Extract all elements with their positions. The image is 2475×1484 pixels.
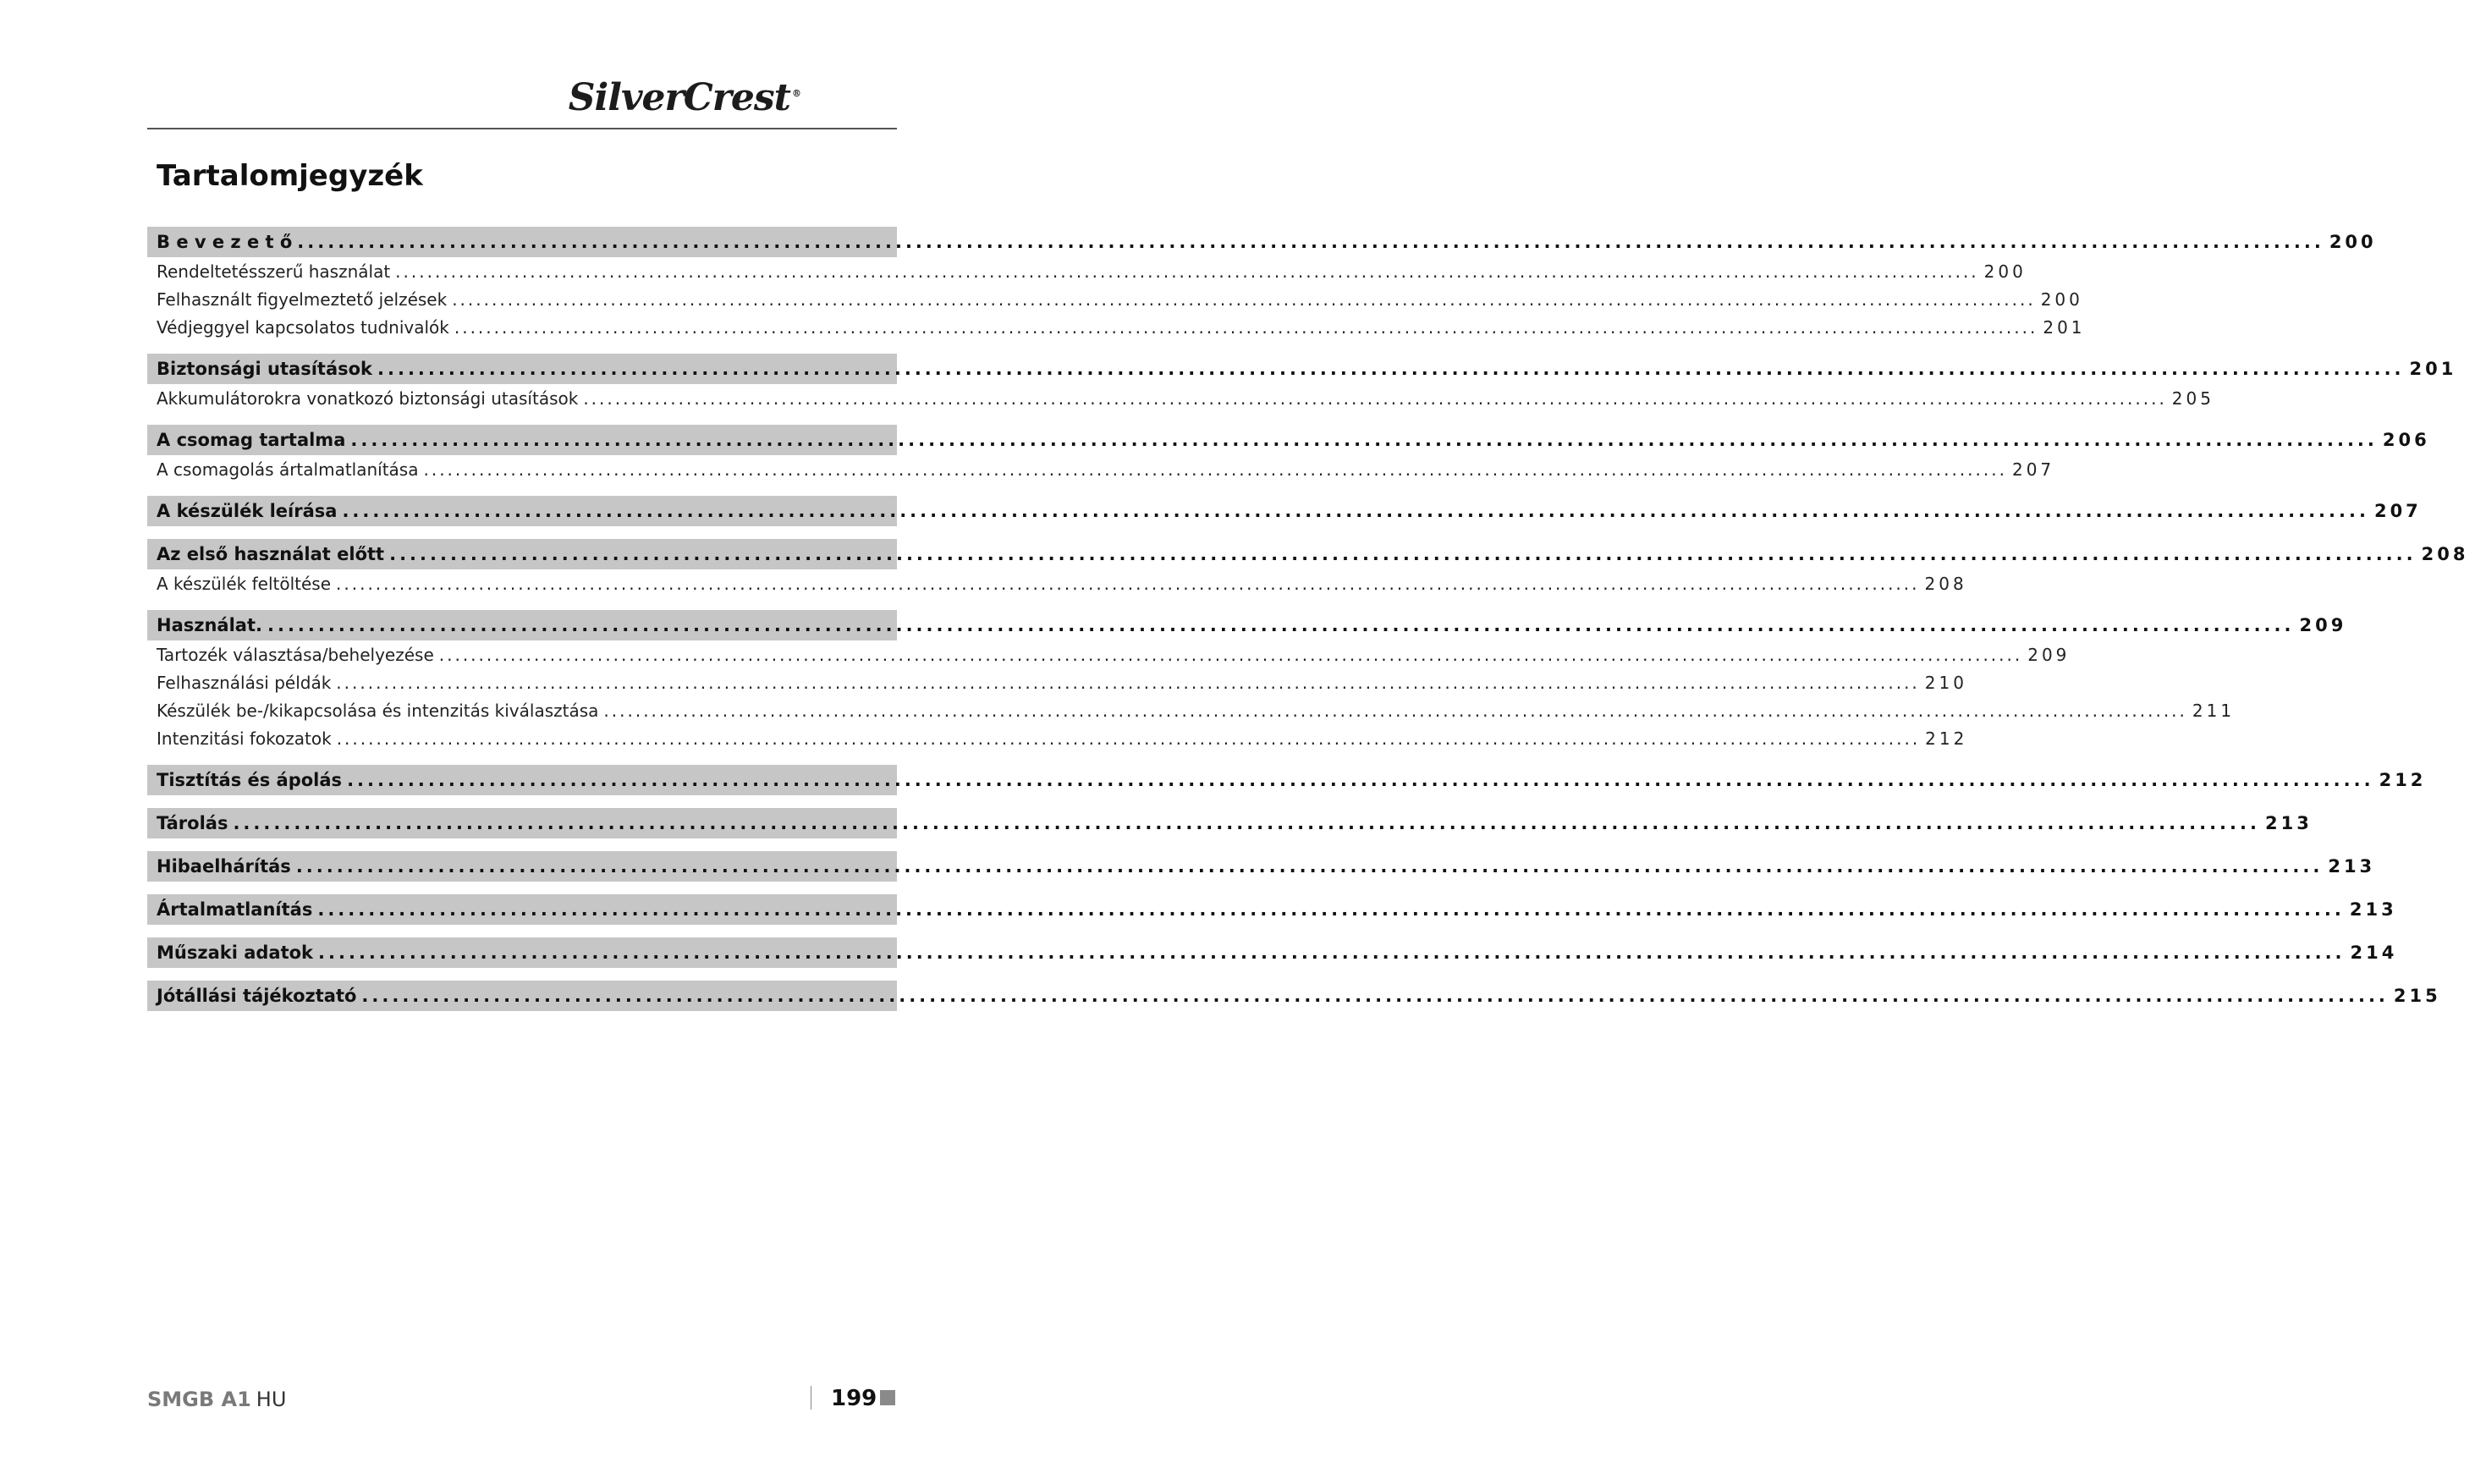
toc-entry-page: 200 xyxy=(1983,261,2027,282)
leader-dots: ........................................................................................................................................................................................................ xyxy=(347,770,2374,790)
header-rule xyxy=(147,128,897,129)
toc-entry-label: Felhasznált figyelmeztető jelzések xyxy=(157,289,448,310)
leader-dots: ........................................................................................................................................................................................................ xyxy=(438,644,2023,665)
leader-dots: ........................................................................................................................................................................................................ xyxy=(454,316,2038,338)
toc-section-label: Tárolás xyxy=(157,813,228,833)
toc-section-elso-hasznalat-elott[interactable] xyxy=(147,539,2469,569)
toc-section-page: 215 xyxy=(2393,986,2441,1006)
toc-entry-page: 212 xyxy=(1925,728,1968,749)
toc-section-label: Ártalmatlanítás xyxy=(157,899,313,920)
toc-section-label: Használat. xyxy=(157,615,262,635)
leader-dots: ........................................................................................................................................................................................................ xyxy=(361,986,2389,1006)
toc-entry-label: Rendeltetésszerű használat xyxy=(157,261,391,282)
leader-dots: ........................................................................................................................................................................................................ xyxy=(452,289,2036,310)
toc-entry-label: Tartozék választása/behelyezése xyxy=(157,644,434,665)
page-number: 199 xyxy=(831,1386,877,1411)
toc-entry[interactable] xyxy=(147,285,2083,313)
toc-section-page: 214 xyxy=(2350,943,2398,963)
toc-entry[interactable] xyxy=(147,668,1967,696)
toc-entry[interactable] xyxy=(147,313,2086,341)
toc-section-jotallasi-tajekoztato[interactable] xyxy=(147,981,2441,1011)
toc-section-page: 208 xyxy=(2421,544,2469,564)
leader-dots: ........................................................................................................................................................................................................ xyxy=(297,232,2324,252)
leader-dots: ........................................................................................................................................................................................................ xyxy=(389,544,2417,564)
toc-section-keszulek-leirasa[interactable] xyxy=(147,496,2422,526)
registered-mark: ® xyxy=(792,88,800,100)
toc-entry-page: 211 xyxy=(2192,700,2236,721)
toc-section-tisztitas-es-apolas[interactable] xyxy=(147,765,2427,795)
toc-section-label: B e v e z e t ő xyxy=(157,232,293,252)
toc-section-label: Biztonsági utasítások xyxy=(157,359,373,379)
toc-entry-page: 210 xyxy=(1924,672,1967,693)
toc-entry-label: A készülék feltöltése xyxy=(157,573,332,594)
toc-entry[interactable] xyxy=(147,640,2071,668)
footer-model xyxy=(147,1388,286,1411)
toc-section-csomag-tartalma[interactable] xyxy=(147,425,2430,455)
toc-section-page: 209 xyxy=(2299,615,2347,635)
leader-dots: ........................................................................................................................................................................................................ xyxy=(603,700,2187,721)
toc-section-bevezeto[interactable] xyxy=(147,227,2377,257)
toc-section-tarolas[interactable] xyxy=(147,808,2313,838)
toc-section-page: 201 xyxy=(2409,359,2457,379)
toc-section-label: A készülék leírása xyxy=(157,501,338,521)
leader-dots: ........................................................................................................................................................................................................ xyxy=(583,387,2167,409)
toc-entry[interactable] xyxy=(147,724,1968,752)
leader-dots: ........................................................................................................................................................................................................ xyxy=(318,943,2346,963)
toc-section-page: 213 xyxy=(2264,813,2313,833)
toc-section-label: Jótállási tájékoztató xyxy=(157,986,357,1006)
toc-entry-label: Intenzitási fokozatok xyxy=(157,728,332,749)
toc-section-page: 213 xyxy=(2328,856,2376,877)
toc-section-label: Tisztítás és ápolás xyxy=(157,770,343,790)
toc-entry[interactable] xyxy=(147,257,2027,285)
toc-entry-label: Felhasználási példák xyxy=(157,672,332,693)
leader-dots: ........................................................................................................................................................................................................ xyxy=(377,359,2405,379)
toc-entry-label: Készülék be-/kikapcsolása és intenzitás kiválasztása xyxy=(157,700,599,721)
toc-section-page: 207 xyxy=(2373,501,2422,521)
page-title: Tartalomjegyzék xyxy=(157,159,423,193)
toc-entry-label: Akkumulátorokra vonatkozó biztonsági utasítások xyxy=(157,387,579,409)
toc-entry-page: 208 xyxy=(1924,573,1967,594)
toc-entry[interactable] xyxy=(147,384,2214,412)
language-code: HU xyxy=(256,1388,287,1411)
toc-entry-page: 200 xyxy=(2040,289,2083,310)
toc-section-label: Hibaelhárítás xyxy=(157,856,291,877)
toc-section-muszaki-adatok[interactable] xyxy=(147,937,2398,968)
toc-section-label: Műszaki adatok xyxy=(157,943,314,963)
leader-dots: ........................................................................................................................................................................................................ xyxy=(336,573,1920,594)
toc-section-hasznalat[interactable] xyxy=(147,610,2347,640)
brand-logo xyxy=(569,76,800,119)
leader-dots: ........................................................................................................................................................................................................ xyxy=(295,856,2324,877)
leader-dots: ........................................................................................................................................................................................................ xyxy=(395,261,1979,282)
leader-dots: ........................................................................................................................................................................................................ xyxy=(233,813,2260,833)
leader-dots: ........................................................................................................................................................................................................ xyxy=(317,899,2345,920)
toc-section-artalmatlanitas[interactable] xyxy=(147,894,2397,925)
toc-section-hibaelharitas[interactable] xyxy=(147,851,2376,882)
leader-dots: ........................................................................................................................................................................................................ xyxy=(350,430,2378,450)
leader-dots: ........................................................................................................................................................................................................ xyxy=(423,459,2007,480)
toc-section-page: 212 xyxy=(2379,770,2427,790)
toc-entry-label: Védjeggyel kapcsolatos tudnivalók xyxy=(157,316,449,338)
toc-section-page: 200 xyxy=(2329,232,2377,252)
leader-dots: ........................................................................................................................................................................................................ xyxy=(336,728,1921,749)
toc-entry-page: 207 xyxy=(2011,459,2055,480)
toc-section-page: 206 xyxy=(2382,430,2430,450)
table-of-contents xyxy=(147,227,2469,1011)
toc-entry-page: 201 xyxy=(2043,316,2086,338)
toc-entry-label: A csomagolás ártalmatlanítása xyxy=(157,459,419,480)
toc-entry[interactable] xyxy=(147,569,1967,597)
model-code: SMGB A1 xyxy=(147,1388,251,1411)
leader-dots: ........................................................................................................................................................................................................ xyxy=(336,672,1920,693)
square-marker-icon xyxy=(880,1390,895,1405)
brand-name: SilverCrest xyxy=(568,76,790,119)
toc-entry-page: 205 xyxy=(2171,387,2214,409)
toc-section-label: Az első használat előtt xyxy=(157,544,385,564)
leader-dots: ........................................................................................................................................................................................................ xyxy=(342,501,2369,521)
toc-entry[interactable] xyxy=(147,455,2055,483)
leader-dots: ........................................................................................................................................................................................................ xyxy=(267,615,2295,635)
toc-section-page: 213 xyxy=(2349,899,2397,920)
toc-entry-page: 209 xyxy=(2027,644,2071,665)
toc-section-label: A csomag tartalma xyxy=(157,430,346,450)
toc-section-biztonsagi-utasitasok[interactable] xyxy=(147,354,2457,384)
toc-entry[interactable] xyxy=(147,696,2236,724)
